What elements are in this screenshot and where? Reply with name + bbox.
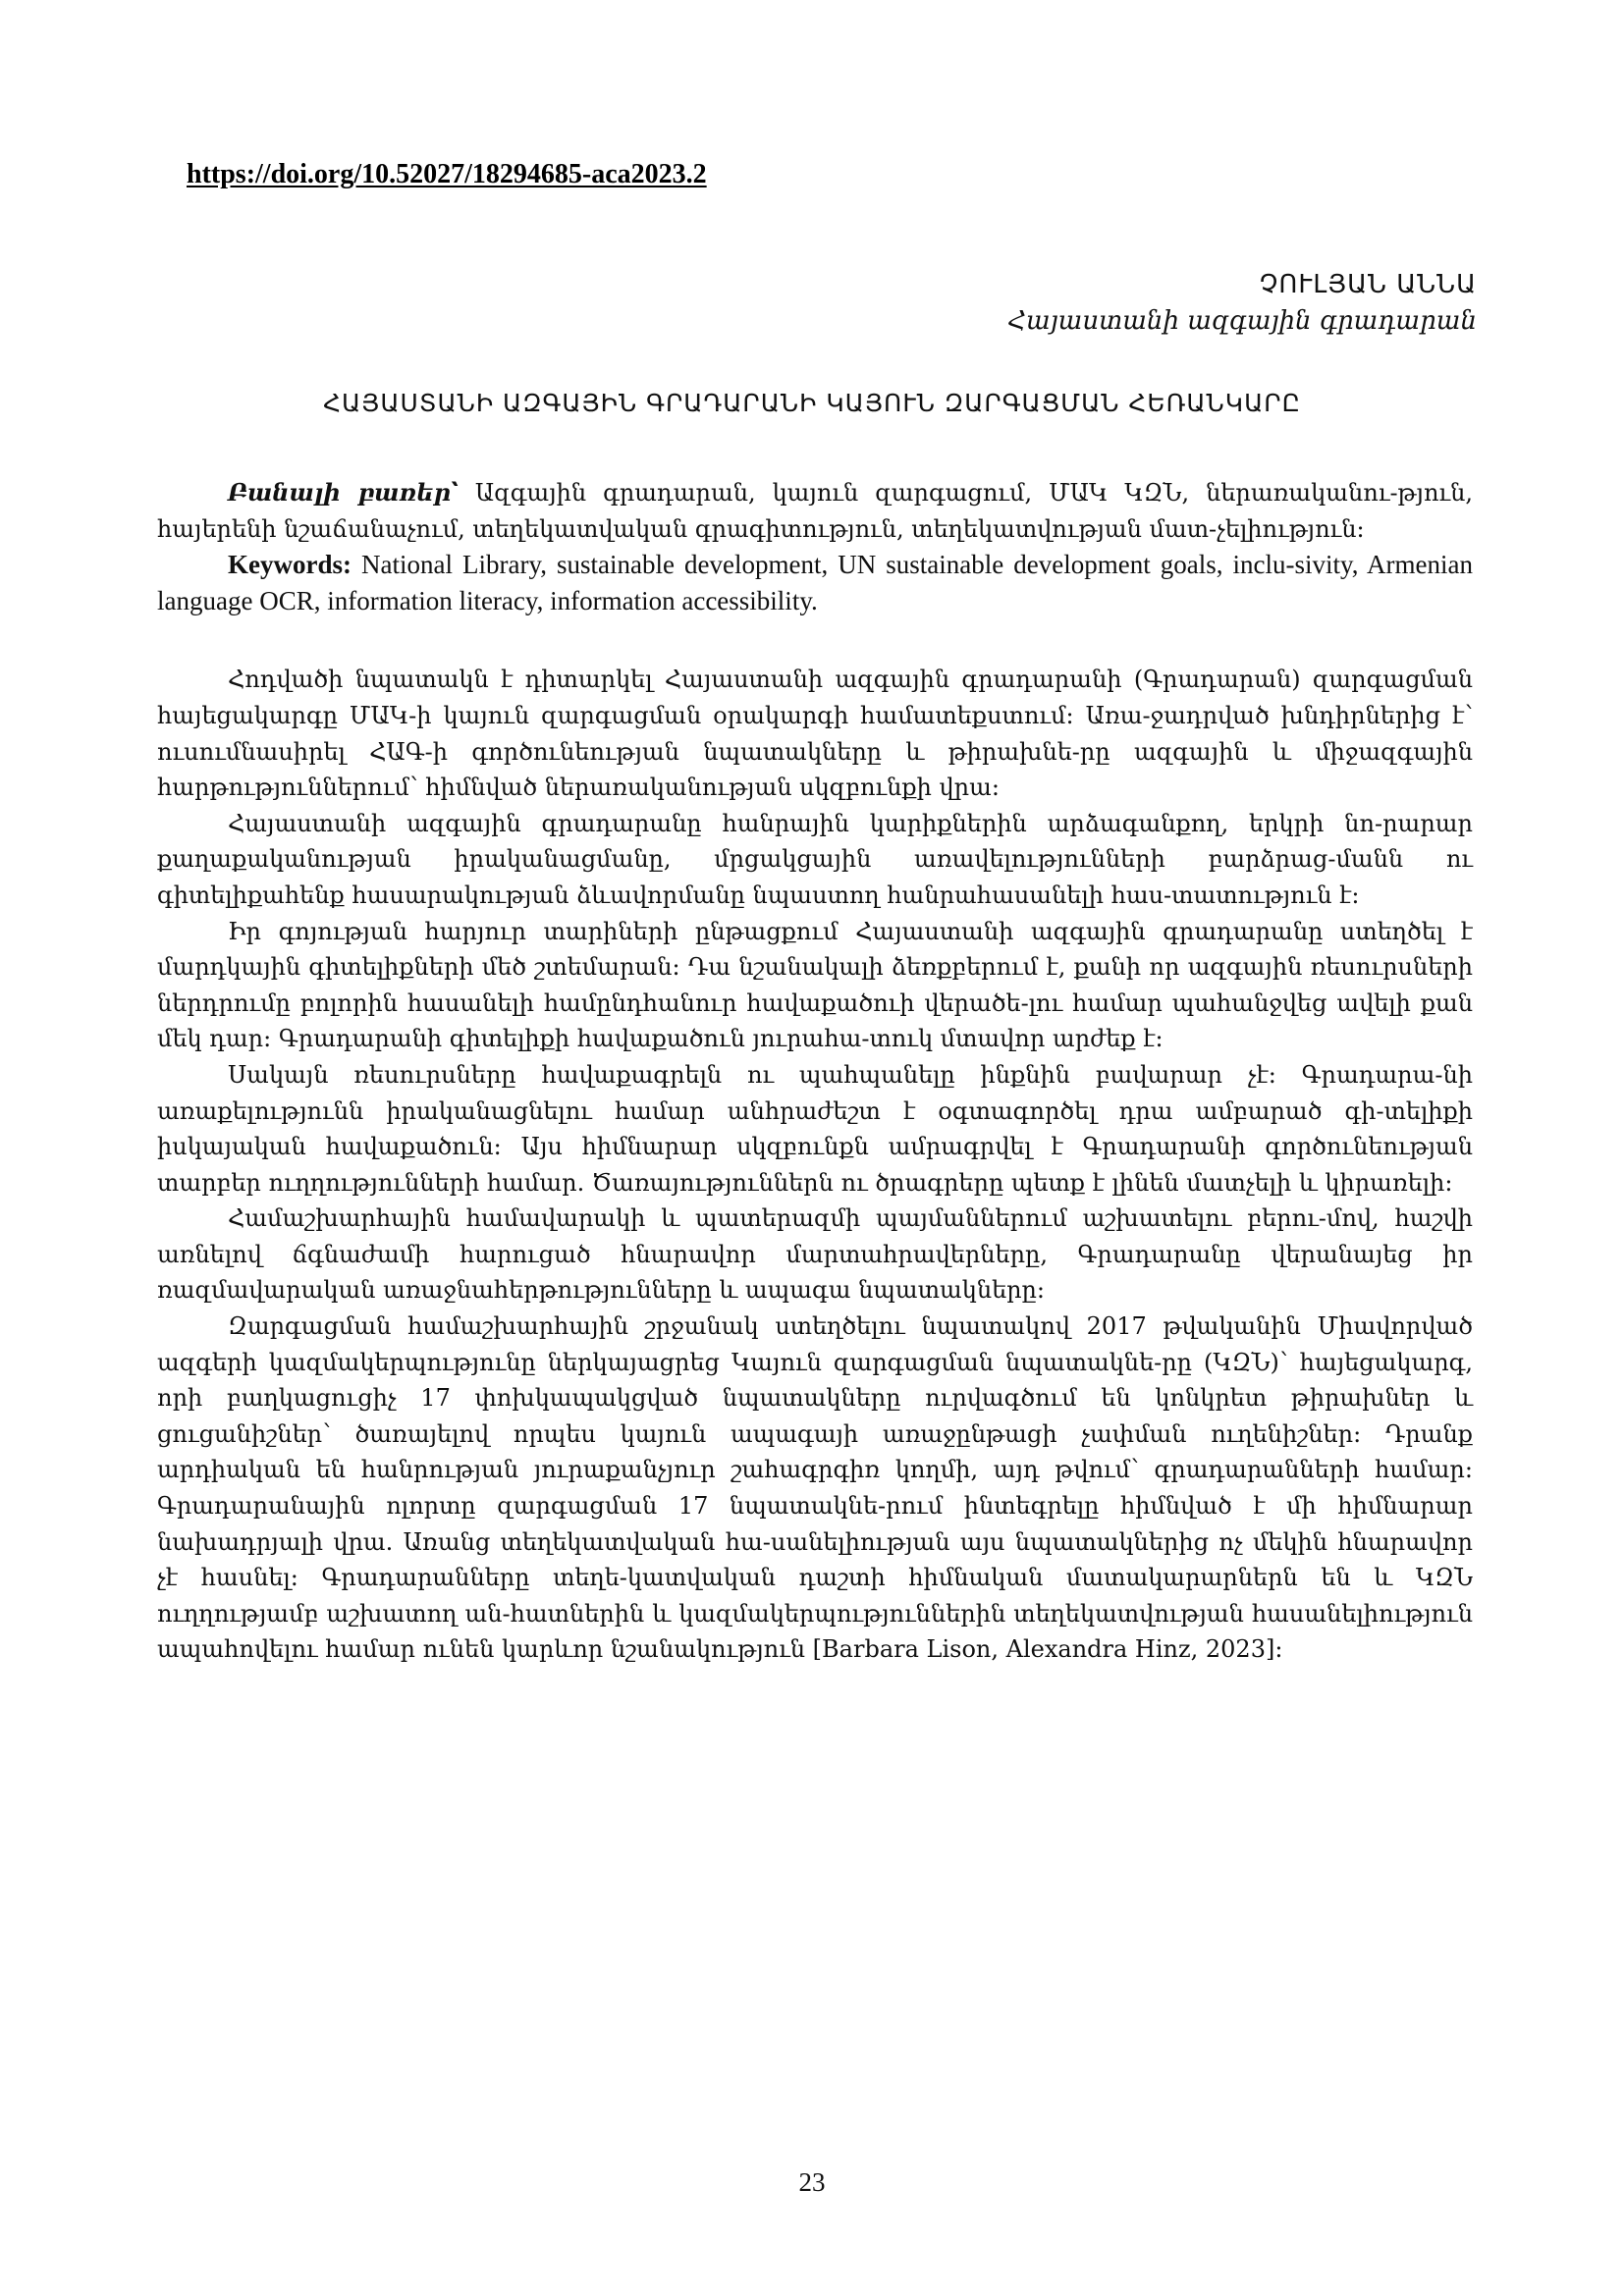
body-paragraph: Սակայն ռեսուրսները հավաքագրելն ու պահպանելը ինքնին բավարար չէ։ Գրադարա-նի առաքելությունն իրականացնելու համար անհրաժեշտ է օգտագործել դրա ամբարած գի-տելիքի իսկայական հավաքածուն։ Այս հիմնարար սկզբունքն ամրագրվել է Գրադարանի գործունեության տարբեր ուղղությունների համար. Ծառայություններն ու ծրագրերը պետք է լինեն մատչելի և կիրառելի։ [157,1060,1473,1197]
body-paragraph: Իր գոյության հարյուր տարիների ընթացքում Հայաստանի ազգային գրադարանը ստեղծել է մարդկային գիտելիքների մեծ շտեմարան։ Դա նշանակալի ձեռքբերում է, քանի որ ազգային ռեսուրսների ներդրումը բոլորին հասանելի համընդհանուր հավաքածուի վերածե-լու համար պահանջվեց ավելի քան մեկ դար։ Գրադարանի գիտելիքի հավաքածուն յուրահա-տուկ մտավոր արժեք է։ [157,917,1473,1053]
author-block [1007,267,1477,340]
keywords-english-text: National Library, sustainable development, UN sustainable development goals, inclu-sivity, Armenian language OCR, information literacy, information accessibility. [157,550,1473,615]
keywords-english [157,547,1473,618]
body-paragraph: Հայաստանի ազգային գրադարանը հանրային կարիքներին արձագանքող, երկրի նո-րարար քաղաքականության իրականացմանը, մրցակցային առավելությունների բարձրաց-մանն ու գիտելիքահենք հասարակության ձևավորմանը նպաստող հանրահասանելի հաս-տատություն է։ [157,809,1473,909]
author-name: ՉՈՒԼՅԱՆ ԱՆՆԱ [1259,270,1477,299]
body-paragraph: Զարգացման համաշխարհային շրջանակ ստեղծելու նպատակով 2017 թվականին Միավորված ազգերի կազմակերպությունը ներկայացրեց Կայուն զարգացման նպատակնե-րը (ԿԶՆ)՝ հայեցակարգ, որի բաղկացուցիչ 17 փոխկապակցված նպատակները ուրվագծում են կոնկրետ թիրախներ և ցուցանիշներ՝ ծառայելով որպես կայուն ապագայի առաջընթացի չափման ուղենիշներ։ Դրանք արդիական են հանրության յուրաքանչյուր շահագրգիռ կողմի, այդ թվում՝ գրադարանների համար։ Գրադարանային ոլորտը զարգացման 17 նպատակնե-րում ինտեգրելը հիմնված է մի հիմնարար նախադրյալի վրա. Առանց տեղեկատվական հա-սանելիության այս նպատակներից ոչ մեկին հնարավոր չէ հասնել։ Գրադարանները տեղե-կատվական դաշտի հիմնական մատակարարներն են և ԿԶՆ ուղղությամբ աշխատող ան-հատներին և կազմակերպություններին տեղեկատվության հասանելիություն ապահովելու համար ունեն կարևոր նշանակություն [Barbara Lison, Alexandra Hinz, 2023]։ [157,1312,1473,1664]
article-title: ՀԱՅԱՍՏԱՆԻ ԱԶԳԱՅԻՆ ԳՐԱԴԱՐԱՆԻ ԿԱՅՈՒՆ ԶԱՐԳԱՑՄԱՆ ՀԵՌԱՆԿԱՐԸ [323,389,1301,417]
page-number: 23 [798,2167,826,2197]
section-spacer [157,618,1473,662]
keywords-english-label: Keywords: [228,550,352,580]
keywords-armenian-label: Բանալի բառեր՝ [228,478,459,507]
author-affiliation: Հայաստանի ազգային գրադարան [1007,306,1477,336]
keywords-armenian [157,475,1473,547]
keywords-armenian-text: Ազգային գրադարան, կայուն զարգացում, ՄԱԿ ԿԶՆ, ներառականու-թյուն, հայերենի նշաճանաչում, տեղեկատվական գրագիտություն, տեղեկատվության մատ-չելիություն։ [157,479,1474,543]
doi-link[interactable]: https://doi.org/10.52027/18294685-aca2023.2 [187,159,707,189]
body-paragraph: Հոդվածի նպատակն է դիտարկել Հայաստանի ազգային գրադարանի (Գրադարան) զարգացման հայեցակարգը ՄԱԿ-ի կայուն զարգացման օրակարգի համատեքստում։ Առա-ջադրված խնդիրներից է՝ ուսումնասիրել ՀԱԳ-ի գործունեության նպատակները և թիրախնե-րը ազգային և միջազգային հարթություններում՝ հիմնված ներառականության սկզբունքի վրա։ [157,666,1473,802]
article-body [157,475,1473,1668]
body-paragraph: Համաշխարհային համավարակի և պատերազմի պայմաններում աշխատելու բերու-մով, հաշվի առնելով ճգնաժամի հարուցած հնարավոր մարտահրավերները, Գրադարանը վերանայեց իր ռազմավարական առաջնահերթությունները և ապագա նպատակները։ [157,1204,1473,1305]
